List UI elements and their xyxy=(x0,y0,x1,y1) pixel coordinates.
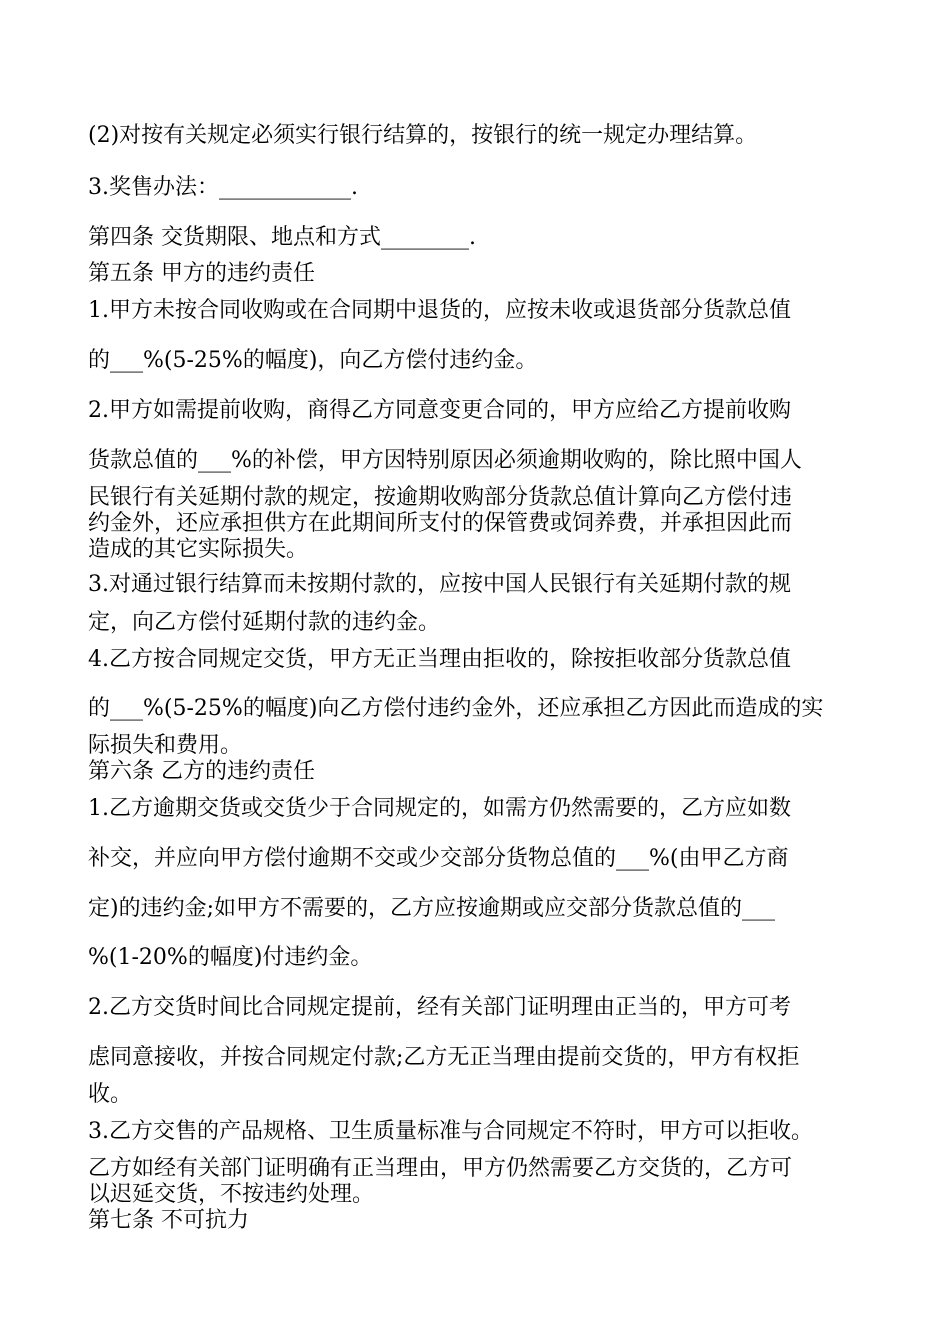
paragraph-line: 民银行有关延期付款的规定，按逾期收购部分货款总值计算向乙方偿付违 xyxy=(88,485,793,510)
paragraph-line: 的___%(5-25%的幅度)向乙方偿付违约金外，还应承担乙方因此而造成的实 xyxy=(88,696,824,721)
paragraph-line: 3.乙方交售的产品规格、卫生质量标准与合同规定不符时，甲方可以拒收。 xyxy=(88,1119,813,1144)
paragraph-line: 收。 xyxy=(88,1082,133,1107)
section-heading: 第七条 不可抗力 xyxy=(88,1208,249,1233)
paragraph-line: 1.乙方逾期交货或交货少于合同规定的，如需方仍然需要的，乙方应如数 xyxy=(88,796,791,821)
paragraph-line: 的___%(5-25%的幅度)，向乙方偿付违约金。 xyxy=(88,348,538,373)
paragraph-line: 货款总值的___%的补偿，甲方因特别原因必须逾期收购的，除比照中国人 xyxy=(88,448,802,473)
paragraph-line: 以迟延交货，不按违约处理。 xyxy=(88,1182,375,1207)
paragraph-line: 3.奖售办法：____________. xyxy=(88,175,358,200)
paragraph-line: %(1-20%的幅度)付违约金。 xyxy=(88,945,373,970)
paragraph-line: 际损失和费用。 xyxy=(88,733,243,758)
paragraph-line: 造成的其它实际损失。 xyxy=(88,537,309,562)
section-heading: 第四条 交货期限、地点和方式________. xyxy=(88,225,476,250)
paragraph-line: 约金外，还应承担供方在此期间所支付的保管费或饲养费，并承担因此而 xyxy=(88,511,793,536)
paragraph-line: 补交，并应向甲方偿付逾期不交或少交部分货物总值的___%(由甲乙方商 xyxy=(88,846,789,871)
paragraph-line: 2.乙方交货时间比合同规定提前，经有关部门证明理由正当的，甲方可考 xyxy=(88,995,791,1020)
paragraph-line: 定)的违约金;如甲方不需要的，乙方应按逾期或应交部分货款总值的___ xyxy=(88,896,775,921)
paragraph-line: 1.甲方未按合同收购或在合同期中退货的，应按未收或退货部分货款总值 xyxy=(88,298,791,323)
paragraph-line: 定，向乙方偿付延期付款的违约金。 xyxy=(88,610,441,635)
paragraph-line: 虑同意接收，并按合同规定付款;乙方无正当理由提前交货的，甲方有权拒 xyxy=(88,1045,800,1070)
section-heading: 第五条 甲方的违约责任 xyxy=(88,261,315,286)
paragraph-line: 3.对通过银行结算而未按期付款的，应按中国人民银行有关延期付款的规 xyxy=(88,572,791,597)
paragraph-line: (2)对按有关规定必须实行银行结算的，按银行的统一规定办理结算。 xyxy=(88,123,758,148)
paragraph-line: 4.乙方按合同规定交货，甲方无正当理由拒收的，除按拒收部分货款总值 xyxy=(88,647,791,672)
paragraph-line: 乙方如经有关部门证明确有正当理由，甲方仍然需要乙方交货的，乙方可 xyxy=(88,1156,793,1181)
section-heading: 第六条 乙方的违约责任 xyxy=(88,759,315,784)
paragraph-line: 2.甲方如需提前收购，商得乙方同意变更合同的，甲方应给乙方提前收购 xyxy=(88,398,791,423)
